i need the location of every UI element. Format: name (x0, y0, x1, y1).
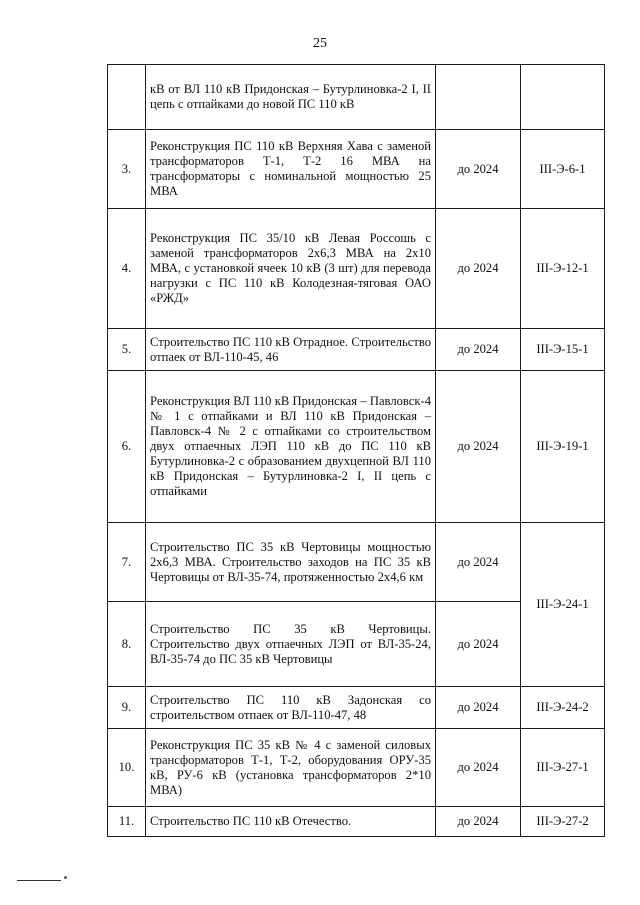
row-description-cell: Строительство ПС 110 кВ Задонская со строительством отпаек от ВЛ-110-47, 48 (146, 687, 436, 729)
row-description-cell: Реконструкция ПС 110 кВ Верхняя Хава с заменой трансформаторов Т-1, Т-2 16 МВА на трансформаторы с номинальной мощностью 25 МВА (146, 130, 436, 209)
row-description-cell: Реконструкция ПС 35 кВ № 4 с заменой силовых трансформаторов Т-1, Т-2, оборудования ОРУ-35 кВ, РУ-6 кВ (установка трансформаторов 2*10 МВА) (146, 729, 436, 807)
row-code-cell: III-Э-27-1 (521, 729, 605, 807)
projects-table (107, 64, 605, 837)
row-deadline-cell: до 2024 (436, 130, 521, 209)
table-row (108, 130, 605, 209)
row-deadline-cell: до 2024 (436, 371, 521, 523)
table-row (108, 523, 605, 602)
row-deadline-cell: до 2024 (436, 729, 521, 807)
table-row (108, 687, 605, 729)
row-number-cell: 8. (108, 602, 146, 687)
footnote-separator (17, 880, 61, 881)
row-number-cell: 11. (108, 807, 146, 837)
row-number-cell: 4. (108, 209, 146, 329)
row-number-cell: 7. (108, 523, 146, 602)
table-row (108, 65, 605, 130)
row-description-cell: Строительство ПС 110 кВ Отрадное. Строительство отпаек от ВЛ-110-45, 46 (146, 329, 436, 371)
row-deadline-cell: до 2024 (436, 602, 521, 687)
footnote-mark (64, 876, 67, 879)
table-row (108, 209, 605, 329)
table-row (108, 729, 605, 807)
row-number-cell: 6. (108, 371, 146, 523)
row-description-cell: Реконструкция ПС 35/10 кВ Левая Россошь с заменой трансформаторов 2х6,3 МВА на 2х10 МВА, с установкой ячеек 10 кВ (3 шт) для перевода нагрузки с ПС 110 кВ Колодезная-тяговая ОАО «РЖД» (146, 209, 436, 329)
row-description-cell: Строительство ПС 35 кВ Чертовицы. Строительство двух отпаечных ЛЭП от ВЛ-35-24, ВЛ-35-74 до ПС 35 кВ Чертовицы (146, 602, 436, 687)
table-row (108, 371, 605, 523)
row-description-cell: Строительство ПС 110 кВ Отечество. (146, 807, 436, 837)
page-number: 25 (313, 36, 327, 51)
row-number-cell: 10. (108, 729, 146, 807)
row-deadline-cell: до 2024 (436, 687, 521, 729)
row-description-cell: кВ от ВЛ 110 кВ Придонская – Бутурлиновка-2 I, II цепь с отпайками до новой ПС 110 кВ (146, 65, 436, 130)
row-code-cell: III-Э-19-1 (521, 371, 605, 523)
table-row (108, 329, 605, 371)
row-code-cell: III-Э-12-1 (521, 209, 605, 329)
row-description-cell: Реконструкция ВЛ 110 кВ Придонская – Павловск-4 № 1 с отпайками и ВЛ 110 кВ Придонская – Павловск-4 № 2 с отпайками со строительством двух отпаечных ЛЭП 110 кВ до ПС 110 кВ Бутурлиновка-2 с образованием двухцепной ВЛ 110 кВ Придонская – Бутурлиновка-2 I, II цепь с отпайками (146, 371, 436, 523)
row-deadline-cell: до 2024 (436, 209, 521, 329)
row-code-cell (521, 65, 605, 130)
row-number-cell: 9. (108, 687, 146, 729)
row-code-cell: III-Э-15-1 (521, 329, 605, 371)
row-code-cell: III-Э-6-1 (521, 130, 605, 209)
row-deadline-cell: до 2024 (436, 807, 521, 837)
row-deadline-cell (436, 65, 521, 130)
row-deadline-cell: до 2024 (436, 523, 521, 602)
row-number-cell: 5. (108, 329, 146, 371)
row-code-cell: III-Э-27-2 (521, 807, 605, 837)
row-number-cell: 3. (108, 130, 146, 209)
row-code-cell: III-Э-24-1 (521, 523, 605, 687)
row-number-cell (108, 65, 146, 130)
table-row (108, 807, 605, 837)
row-description-cell: Строительство ПС 35 кВ Чертовицы мощностью 2х6,3 МВА. Строительство заходов на ПС 35 кВ Чертовицы от ВЛ-35-74, протяженностью 2х4,6 км (146, 523, 436, 602)
row-deadline-cell: до 2024 (436, 329, 521, 371)
row-code-cell: III-Э-24-2 (521, 687, 605, 729)
